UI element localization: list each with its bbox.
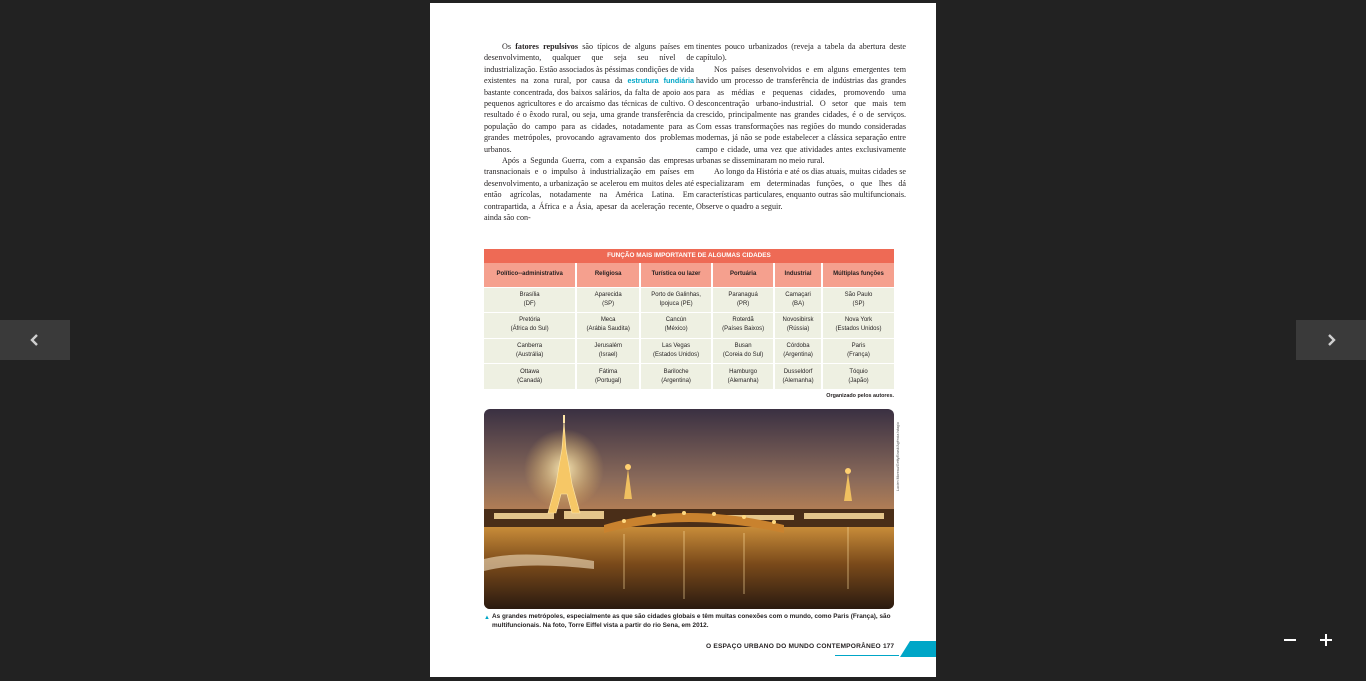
table-cell-line: (Austrália) <box>515 351 544 358</box>
table-cell-line: (Israel) <box>598 351 618 358</box>
table-cell <box>640 364 712 390</box>
page-number: 177 <box>883 643 895 650</box>
photo-credit: Lucien Moreau/Getty/Brasil/Agência Istagio <box>896 422 900 491</box>
table-cell <box>640 338 712 364</box>
table-cell-line: Bariloche <box>663 368 689 375</box>
table-cell-line: (Estados Unidos) <box>653 351 700 358</box>
table-cell <box>576 313 640 339</box>
table-cell-line: Busan <box>734 342 752 349</box>
table-cell <box>774 338 822 364</box>
glossary-term: estrutura fundiária <box>627 76 694 86</box>
paragraph: Ao longo da História e até os dias atuais, muitas cidades se especializaram em determinadas funções, o que lhes dá características particulares, enquanto outras são multifuncionais. Observe o quadro a seguir. <box>696 167 906 211</box>
table-cell-line: (Estados Unidos) <box>835 326 882 333</box>
table-row <box>484 364 894 390</box>
next-page-button[interactable] <box>1296 320 1366 360</box>
table-cell-line: (SP) <box>852 300 865 307</box>
table-cell <box>822 287 894 313</box>
table-cell-line: (Alemanha) <box>782 377 814 384</box>
table-cell-line: Ipojuca (PE) <box>659 300 693 307</box>
table-cell <box>712 364 774 390</box>
paragraph <box>484 41 694 155</box>
table-cell-line: São Paulo <box>844 291 873 298</box>
table-header-cell: Portuária <box>712 263 774 287</box>
table-cell <box>576 364 640 390</box>
table-cell-line: Meca <box>600 317 616 324</box>
table-title: FUNÇÃO MAIS IMPORTANTE DE ALGUMAS CIDADES <box>484 249 894 263</box>
table-header-cell: Turística ou lazer <box>640 263 712 287</box>
table-cell-line: (Japão) <box>848 377 869 384</box>
table-row <box>484 313 894 339</box>
table-cell-line: Fátima <box>598 368 618 375</box>
paragraph: Após a Segunda Guerra, com a expansão das empresas transnacionais e o impulso à industrialização em países em desenvolvimento, a urbanização se acelerou em muitos deles até então agrícolas, notadamente na América Latina. Em contrapartida, a África e a Ásia, apesar da aceleração recente, ainda são con- <box>484 156 694 223</box>
table-cell-line: Paris <box>851 342 866 349</box>
table-cell-line: Pretória <box>519 317 541 324</box>
caption-marker-icon: ▲ <box>484 615 490 621</box>
paragraph: Nos países desenvolvidos e em alguns emergentes tem havido um processo de transferência de indústrias das grandes para as médias e pequenas cidades, promovendo uma desconcentração urbano-industrial. O setor que mais tem crescido, principalmente nas grandes cidades, é o de serviços. Com essas transformações nas regiões do mundo consideradas modernas, já não se pode estabelecer a clássica separação entre campo e cidade, uma vez que atividades antes exclusivamente urbanas se disseminaram no meio rural. <box>696 64 906 166</box>
table-cell <box>712 338 774 364</box>
table-cell-line: Camaçari <box>785 291 811 298</box>
table-header-cell: Múltiplas funções <box>822 263 894 287</box>
table-header-cell: Industrial <box>774 263 822 287</box>
city-functions-table <box>484 249 894 399</box>
table-cell-line: (PR) <box>736 300 750 307</box>
table-cell-line: (Rússia) <box>786 326 810 333</box>
table-cell-line: (México) <box>664 326 688 333</box>
text-column-left <box>484 41 694 224</box>
table-cell-line: (Canadá) <box>517 377 543 384</box>
table-cell <box>484 364 576 390</box>
caption-text: As grandes metrópoles, especialmente as que são cidades globais e têm muitas conexões com o mundo, como Paris (França), são multifuncionais. Na foto, Torre Eiffel vista a partir do rio Sena, em 2012. <box>492 613 891 629</box>
table-cell <box>822 364 894 390</box>
table-cell-line: Ottawa <box>520 368 540 375</box>
paris-photo <box>484 409 894 609</box>
paragraph: tinentes pouco urbanizados (reveja a tabela da abertura deste capítulo). <box>696 42 906 63</box>
minus-icon <box>1284 634 1296 646</box>
footer-divider <box>835 655 899 656</box>
table-cell <box>640 287 712 313</box>
table-cell <box>576 287 640 313</box>
chevron-right-icon <box>1324 333 1338 347</box>
table-cell-line: Paranaguá <box>728 291 758 298</box>
table-cell-line: Nova York <box>844 317 873 324</box>
table-row <box>484 287 894 313</box>
table-cell-line: Jerusalém <box>594 342 622 349</box>
text-run: Os <box>502 42 516 51</box>
table-cell-line: (Argentina) <box>661 377 691 384</box>
table-cell <box>640 313 712 339</box>
prev-page-button[interactable] <box>0 320 70 360</box>
table-cell <box>774 287 822 313</box>
table-cell-line: (Portugal) <box>594 377 622 384</box>
text-run: são típicos de alguns países em desenvolvimento, qualquer que seja seu nível de industrialização. Estão associados às péssimas condições de vida existentes na zona rural, por causa da <box>484 42 694 86</box>
table-cell-line: Dusseldorf <box>783 368 813 375</box>
table-cell-line: Tóquio <box>849 368 868 375</box>
text-run: bastante concentrada, dos baixos salários, da falta de apoio aos pequenos agricultores e do arcaísmo das técnicas de cultivo. O resultado é o êxodo rural, ou seja, uma grande transferência da população do campo para as cidades, notadamente para as grandes metrópoles, provocando agravamento dos problemas urbanos. <box>484 87 694 154</box>
table-cell-line: (Argentina) <box>783 351 813 358</box>
footer-accent-corner <box>900 641 910 657</box>
table-header-cell: Religiosa <box>576 263 640 287</box>
table-cell-line: Roterdã <box>732 317 754 324</box>
table-cell <box>484 338 576 364</box>
table-cell-line: Novosibirsk <box>782 317 814 324</box>
table-cell <box>712 313 774 339</box>
table-cell-line: (BA) <box>792 300 805 307</box>
book-page <box>430 3 936 677</box>
table-cell-line: Porto de Galinhas, <box>651 291 701 298</box>
chevron-left-icon <box>28 333 42 347</box>
table-cell-line: Cancún <box>665 317 687 324</box>
photo-caption <box>484 613 896 630</box>
zoom-in-button[interactable] <box>1316 630 1336 650</box>
table-cell-line: Brasília <box>519 291 540 298</box>
table-cell-line: Córdoba <box>786 342 810 349</box>
text-column-right <box>696 41 906 212</box>
bold-term: fatores repulsivos <box>515 42 579 51</box>
table-row <box>484 338 894 364</box>
table-cell <box>576 338 640 364</box>
table-cell <box>484 287 576 313</box>
table-cell-line: Las Vegas <box>662 342 691 349</box>
table-cell-line: (Alemanha) <box>727 377 759 384</box>
table-source: Organizado pelos autores. <box>826 393 894 399</box>
table-cell-line: (DF) <box>523 300 536 307</box>
table-header-cell: Político--administrativa <box>484 263 576 287</box>
table-cell-line: Aparecida <box>594 291 622 298</box>
plus-icon <box>1320 634 1332 646</box>
table-cell-line: (Coreia do Sul) <box>722 351 764 358</box>
chapter-title: O ESPAÇO URBANO DO MUNDO CONTEMPORÂNEO <box>706 643 881 650</box>
zoom-out-button[interactable] <box>1280 630 1300 650</box>
table-cell <box>822 338 894 364</box>
table-cell-line: (França) <box>847 351 870 358</box>
table-cell <box>712 287 774 313</box>
table-cell-line: (África do Sul) <box>510 326 549 333</box>
table-cell <box>774 313 822 339</box>
table-cell-line: (SP) <box>602 300 615 307</box>
table-cell <box>822 313 894 339</box>
table-cell <box>484 313 576 339</box>
table-cell-line: (Países Baixos) <box>722 326 765 333</box>
table-cell <box>774 364 822 390</box>
table-cell-line: Hamburgo <box>729 368 758 375</box>
table-cell-line: Canberra <box>517 342 543 349</box>
table-cell-line: (Arábia Saudita) <box>586 326 630 333</box>
